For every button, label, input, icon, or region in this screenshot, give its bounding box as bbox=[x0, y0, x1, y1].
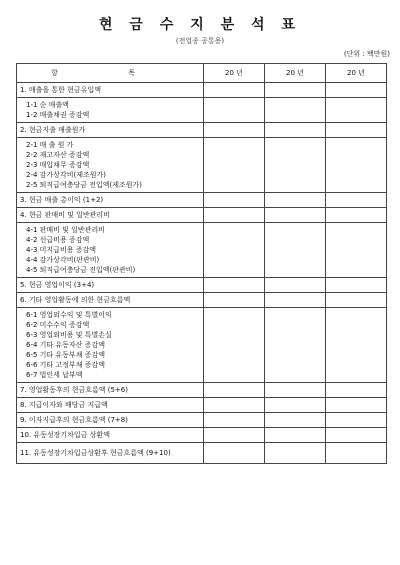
year-value-cell[interactable] bbox=[326, 208, 387, 223]
section-row bbox=[17, 83, 387, 98]
year-value-cell[interactable] bbox=[265, 428, 326, 443]
year-value-cell[interactable] bbox=[326, 223, 387, 278]
sub-items-row bbox=[17, 138, 387, 193]
section-row bbox=[17, 293, 387, 308]
year-value-cell[interactable] bbox=[326, 383, 387, 398]
section-label: 4. 현금 판매비 및 일반관리비 bbox=[17, 208, 204, 223]
section-row bbox=[17, 443, 387, 464]
year-value-cell[interactable] bbox=[204, 278, 265, 293]
year-value-cell[interactable] bbox=[265, 123, 326, 138]
sub-item-label: 4-2 선급비용 증감액 bbox=[26, 236, 90, 244]
sub-item-label: 6-2 미수수익 증감액 bbox=[26, 321, 90, 329]
year-value-cell[interactable] bbox=[326, 443, 387, 464]
sub-item-label: 2-5 퇴직급여충당금 전입액(제조원가) bbox=[26, 181, 143, 189]
year-value-cell[interactable] bbox=[265, 223, 326, 278]
year-value-cell[interactable] bbox=[326, 428, 387, 443]
header-year-3: 20 년 bbox=[326, 64, 387, 83]
section-row bbox=[17, 428, 387, 443]
sub-items-row bbox=[17, 223, 387, 278]
section-label: 2. 현금지출 매출원가 bbox=[17, 123, 204, 138]
sub-item-label: 6-3 영업외비용 및 특별손실 bbox=[26, 331, 112, 339]
sub-item-label: 1-1 순 매출액 bbox=[26, 101, 69, 109]
sub-item-label: 4-3 미지급비용 증감액 bbox=[26, 246, 96, 254]
section-label: 11. 유동성장기차입금상환후 현금흐름액 (9+10) bbox=[17, 443, 204, 464]
year-value-cell[interactable] bbox=[265, 293, 326, 308]
year-value-cell[interactable] bbox=[326, 123, 387, 138]
year-value-cell[interactable] bbox=[265, 443, 326, 464]
year-value-cell[interactable] bbox=[204, 193, 265, 208]
section-label: 1. 매출을 통한 현금유입액 bbox=[17, 83, 204, 98]
year-value-cell[interactable] bbox=[265, 308, 326, 383]
year-value-cell[interactable] bbox=[204, 413, 265, 428]
year-value-cell[interactable] bbox=[326, 293, 387, 308]
section-label: 5. 현금 영업이익 (3+4) bbox=[17, 278, 204, 293]
unit-label: (단위 : 백만원) bbox=[343, 50, 390, 58]
section-label: 8. 지급이자와 배당금 지급액 bbox=[17, 398, 204, 413]
section-row bbox=[17, 193, 387, 208]
year-value-cell[interactable] bbox=[265, 193, 326, 208]
year-value-cell[interactable] bbox=[204, 123, 265, 138]
year-value-cell[interactable] bbox=[265, 83, 326, 98]
sub-item-label: 6-6 기타 고정부채 증감액 bbox=[26, 361, 105, 369]
sub-items-cell bbox=[17, 98, 204, 123]
year-value-cell[interactable] bbox=[265, 98, 326, 123]
cash-flow-analysis-table bbox=[16, 63, 387, 464]
header-item: 항 목 bbox=[17, 64, 204, 83]
section-label: 7. 영업활동후의 현금흐름액 (5+6) bbox=[17, 383, 204, 398]
year-value-cell[interactable] bbox=[204, 398, 265, 413]
year-value-cell[interactable] bbox=[204, 443, 265, 464]
year-value-cell[interactable] bbox=[204, 428, 265, 443]
year-value-cell[interactable] bbox=[265, 208, 326, 223]
year-value-cell[interactable] bbox=[204, 383, 265, 398]
year-value-cell[interactable] bbox=[265, 383, 326, 398]
sub-item-label: 6-4 기타 유동자산 증감액 bbox=[26, 341, 105, 349]
year-value-cell[interactable] bbox=[326, 138, 387, 193]
year-value-cell[interactable] bbox=[326, 83, 387, 98]
sub-item-label: 4-1 판매비 및 일반관리비 bbox=[26, 226, 105, 234]
sub-item-label: 2-3 매입채무 증감액 bbox=[26, 161, 90, 169]
section-row bbox=[17, 208, 387, 223]
year-value-cell[interactable] bbox=[204, 98, 265, 123]
header-year-2: 20 년 bbox=[265, 64, 326, 83]
form-title: 현 금 수 지 분 석 표 bbox=[99, 17, 301, 33]
year-value-cell[interactable] bbox=[204, 83, 265, 98]
year-value-cell[interactable] bbox=[204, 223, 265, 278]
year-value-cell[interactable] bbox=[204, 138, 265, 193]
sub-item-label: 6-1 영업외수익 및 특별이익 bbox=[26, 311, 112, 319]
sub-item-label: 4-5 퇴직급여충당금 전입액(판관비) bbox=[26, 266, 136, 274]
sub-items-cell bbox=[17, 223, 204, 278]
sub-item-label: 2-2 재고자산 증감액 bbox=[26, 151, 90, 159]
year-value-cell[interactable] bbox=[265, 398, 326, 413]
sub-items-row bbox=[17, 308, 387, 383]
sub-items-row bbox=[17, 98, 387, 123]
year-value-cell[interactable] bbox=[326, 308, 387, 383]
year-value-cell[interactable] bbox=[326, 278, 387, 293]
header-year-1: 20 년 bbox=[204, 64, 265, 83]
section-label: 10. 유동성장기차입금 상환액 bbox=[17, 428, 204, 443]
sub-item-label: 2-1 매 출 원 가 bbox=[26, 141, 74, 149]
section-row bbox=[17, 278, 387, 293]
sub-item-label: 6-5 기타 유동부채 증감액 bbox=[26, 351, 105, 359]
year-value-cell[interactable] bbox=[326, 413, 387, 428]
section-label: 6. 기타 영업활동에 의한 현금흐름액 bbox=[17, 293, 204, 308]
section-row bbox=[17, 123, 387, 138]
header-row bbox=[17, 64, 387, 83]
section-label: 9. 이자지급후의 현금흐름액 (7+8) bbox=[17, 413, 204, 428]
year-value-cell[interactable] bbox=[265, 413, 326, 428]
sub-item-label: 1-2 매출채권 증감액 bbox=[26, 111, 90, 119]
year-value-cell[interactable] bbox=[326, 398, 387, 413]
year-value-cell[interactable] bbox=[326, 98, 387, 123]
section-row bbox=[17, 383, 387, 398]
year-value-cell[interactable] bbox=[326, 193, 387, 208]
year-value-cell[interactable] bbox=[204, 208, 265, 223]
year-value-cell[interactable] bbox=[204, 293, 265, 308]
section-row bbox=[17, 413, 387, 428]
sub-items-cell bbox=[17, 138, 204, 193]
year-value-cell[interactable] bbox=[265, 138, 326, 193]
form-subtitle: (전업종 공통용) bbox=[175, 37, 225, 45]
sub-items-cell bbox=[17, 308, 204, 383]
sub-item-label: 4-4 감가상각비(판관비) bbox=[26, 256, 100, 264]
section-row bbox=[17, 398, 387, 413]
section-label: 3. 현금 매출 총이익 (1+2) bbox=[17, 193, 204, 208]
sub-item-label: 6-7 법인세 납부액 bbox=[26, 371, 83, 379]
sub-item-label: 2-4 감가상각비(제조원가) bbox=[26, 171, 106, 179]
year-value-cell[interactable] bbox=[204, 308, 265, 383]
year-value-cell[interactable] bbox=[265, 278, 326, 293]
